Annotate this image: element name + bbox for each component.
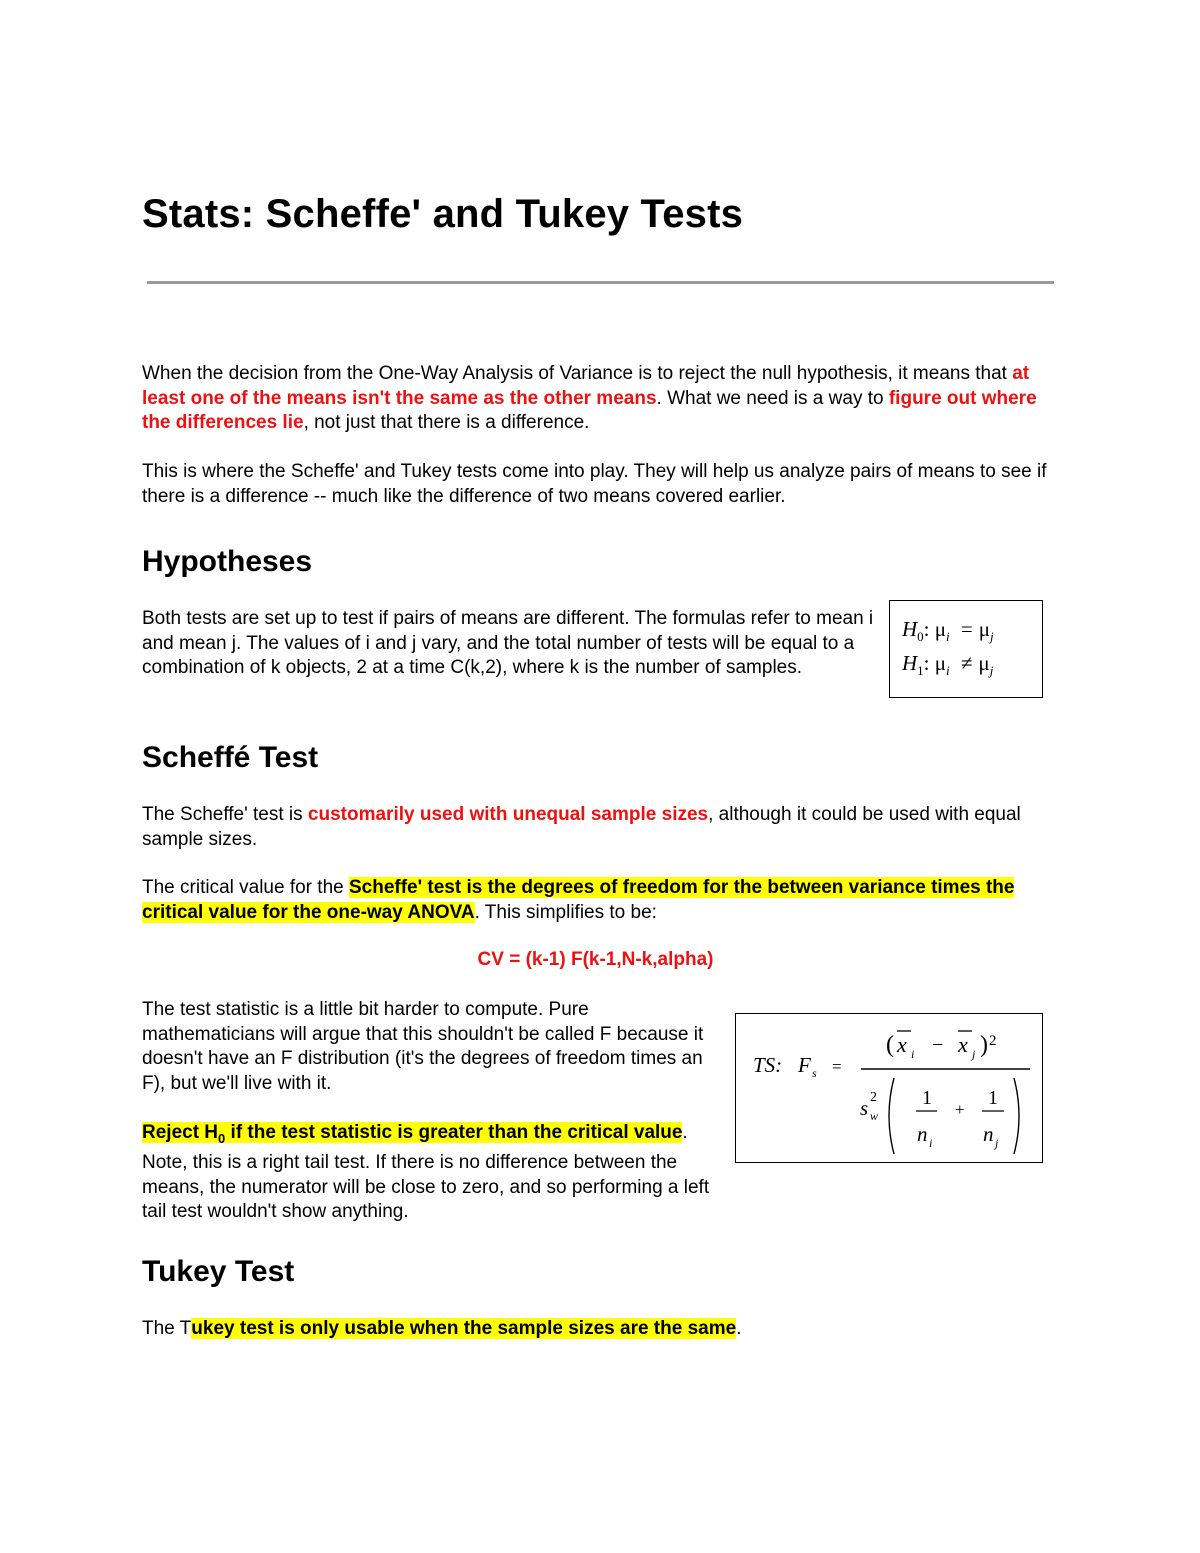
null-hypothesis: $H_0$: $\mu_i = \mu_j$	[902, 617, 994, 645]
svg-text:j: j	[972, 1047, 976, 1061]
intro-text: , not just that there is a difference.	[303, 412, 590, 433]
emphasis-red-text: customarily used with unequal sample sizes	[307, 804, 709, 825]
svg-text:n: n	[917, 1122, 928, 1146]
intro-paragraph-1	[142, 362, 1057, 436]
tukey-heading: Tukey Test	[142, 1255, 295, 1288]
right-paren	[1014, 1078, 1019, 1154]
svg-text:2: 2	[989, 1033, 997, 1049]
svg-text:2: 2	[870, 1090, 877, 1105]
critical-value-formula: CV = (k-1) F(k-1,N-k,alpha)	[477, 949, 714, 970]
alternative-hypothesis: $H_1$: $\mu_i \ne \mu_j$	[902, 651, 994, 679]
svg-text:i: i	[929, 1136, 933, 1150]
svg-text:i: i	[911, 1047, 915, 1061]
svg-text:1: 1	[922, 1087, 932, 1109]
svg-text:w: w	[870, 1109, 879, 1123]
intro-text: When the decision from the One-Way Analysis of Variance is to reject the null hypothesis, it means that	[142, 363, 1013, 384]
svg-text:j: j	[995, 1136, 999, 1150]
hypotheses-heading: Hypotheses	[142, 545, 313, 578]
ts-label: TS:	[753, 1053, 783, 1077]
scheffe-paragraph-2: The critical value for the Scheffe' test is the degrees of freedom for the between variance times the critical value for the one-way ANOVA. This simplifies to be:	[142, 877, 1015, 923]
horizontal-rule	[147, 281, 1054, 284]
svg-text:−: −	[932, 1034, 944, 1056]
left-paren	[889, 1078, 894, 1154]
scheffe-paragraph-3: The test statistic is a little bit harder to compute. Pure mathematicians will argue that this shouldn't be called F because it doesn't have an F distribution (it's the degrees of freedom times an F), but we'll live with it.	[142, 999, 704, 1094]
svg-text:+: +	[955, 1100, 965, 1119]
svg-text:(: (	[886, 1032, 894, 1058]
emphasis-red-text: at least one of the means isn't the same as the other means	[142, 363, 1030, 409]
test-statistic-formula	[736, 1014, 1041, 1161]
f-symbol: F	[798, 1053, 811, 1077]
intro-text: . What we need is a way to	[656, 387, 889, 409]
scheffe-paragraph-4: Reject $H_0$ if the test statistic is greater than the critical value. Note, this is a right tail test. If there is no difference between the means, the numerator will be close to zero, and so performing a left tail test wouldn't show anything.	[142, 1122, 710, 1223]
test-statistic-formula-box	[735, 1013, 1043, 1163]
svg-text:s: s	[860, 1096, 869, 1120]
highlighted-text: Scheffe' test is the degrees of freedom for the between variance times the critical value for the one-way ANOVA	[142, 877, 1015, 923]
tukey-paragraph: The Tukey test is only usable when the sample sizes are the same.	[142, 1318, 742, 1339]
highlighted-text: ukey test is only usable when the sample sizes are the same	[191, 1318, 737, 1339]
highlighted-text: Reject $H_0$ if the test statistic is greater than the critical value	[142, 1122, 683, 1146]
intro-paragraph-2: This is where the Scheffe' and Tukey tests come into play. They will help us analyze pairs of means to see if there is a difference -- much like the difference of two means covered earlier.	[142, 461, 1047, 507]
hypotheses-formula-box	[889, 600, 1043, 698]
page-title: Stats: Scheffe' and Tukey Tests	[142, 192, 744, 236]
svg-text:n: n	[983, 1122, 994, 1146]
scheffe-heading: Scheffé Test	[142, 741, 319, 774]
mean-i: x	[897, 1032, 907, 1057]
svg-text:1: 1	[988, 1087, 998, 1109]
hypotheses-paragraph: Both tests are set up to test if pairs of means are different. The formulas refer to mean i and mean j. The values of i and j vary, and the total number of tests will be equal to a combination of k objects, 2 at a time C(k,2), where k is the number of samples.	[142, 608, 874, 678]
svg-text:s: s	[812, 1066, 817, 1080]
svg-text:): )	[980, 1032, 988, 1058]
svg-text:=: =	[832, 1057, 842, 1076]
emphasis-red-text: figure out where the differences lie	[142, 387, 1037, 433]
mean-j: x	[958, 1032, 968, 1057]
scheffe-paragraph-1: The Scheffe' test is customarily used with unequal sample sizes, although it could be used with equal sample sizes.	[142, 804, 1021, 850]
